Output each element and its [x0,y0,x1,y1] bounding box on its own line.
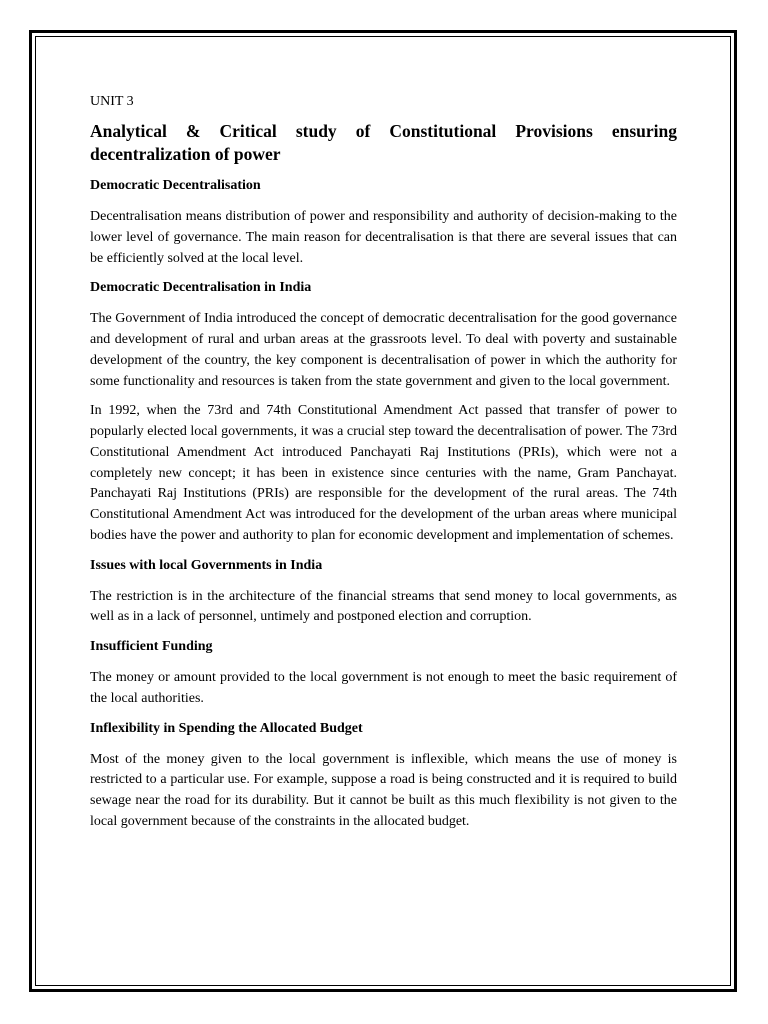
paragraph: Most of the money given to the local government is inflexible, which means the use of money is restricted to a particular use. For example, suppose a road is being constructed and it is required to build sewage near the road for its durability. But it cannot be built as this much flexibility is not given to the local government because of the constraints in the allocated budget. [90,751,677,829]
section-heading-issues-local-governments: Issues with local Governments in India [90,557,323,573]
paragraph: The Government of India introduced the concept of democratic decentralisation for the good governance and development of rural and urban areas at the grassroots level. To deal with poverty and sustainable development of the country, the key component is decentralisation of power in which the authority for some functionality and resources is taken from the state government and given to the local government. [90,311,677,389]
section-heading-democratic-decentralisation: Democratic Decentralisation [90,178,261,193]
paragraph: The restriction is in the architecture of the financial streams that send money to local governments, as well as in a lack of personnel, untimely and postponed election and corruption. [90,588,677,625]
section-heading-decentralisation-in-india: Democratic Decentralisation in India [90,280,312,296]
section-heading-insufficient-funding: Insufficient Funding [90,639,213,654]
paragraph: Decentralisation means distribution of power and responsibility and authority of decision-making to the lower level of governance. The main reason for decentralisation is that there are several issues that can be efficiently solved at the local level. [90,209,677,266]
section-heading-inflexibility-spending: Inflexibility in Spending the Allocated Budget [90,720,363,736]
paragraph: The money or amount provided to the local government is not enough to meet the basic requirement of the local authorities. [90,670,677,706]
unit-label: UNIT 3 [90,94,134,109]
document-title: Analytical & Critical study of Constitutional Provisions ensuring decentralization of power [90,121,677,164]
document-body [90,93,677,842]
paragraph: In 1992, when the 73rd and 74th Constitutional Amendment Act passed that transfer of power to popularly elected local governments, it was a crucial step toward the decentralisation of power. The 73rd Constitutional Amendment Act introduced Panchayati Raj Institutions (PRIs), which were not a completely new concept; it has been in existence since centuries with the name, Gram Panchayat. Panchayati Raj Institutions (PRIs) are responsible for the development of the rural areas. The 74th Constitutional Amendment Act was introduced for the development of the urban areas where municipal bodies have the power and authority to plan for economic development and implementation of schemes. [90,403,677,543]
